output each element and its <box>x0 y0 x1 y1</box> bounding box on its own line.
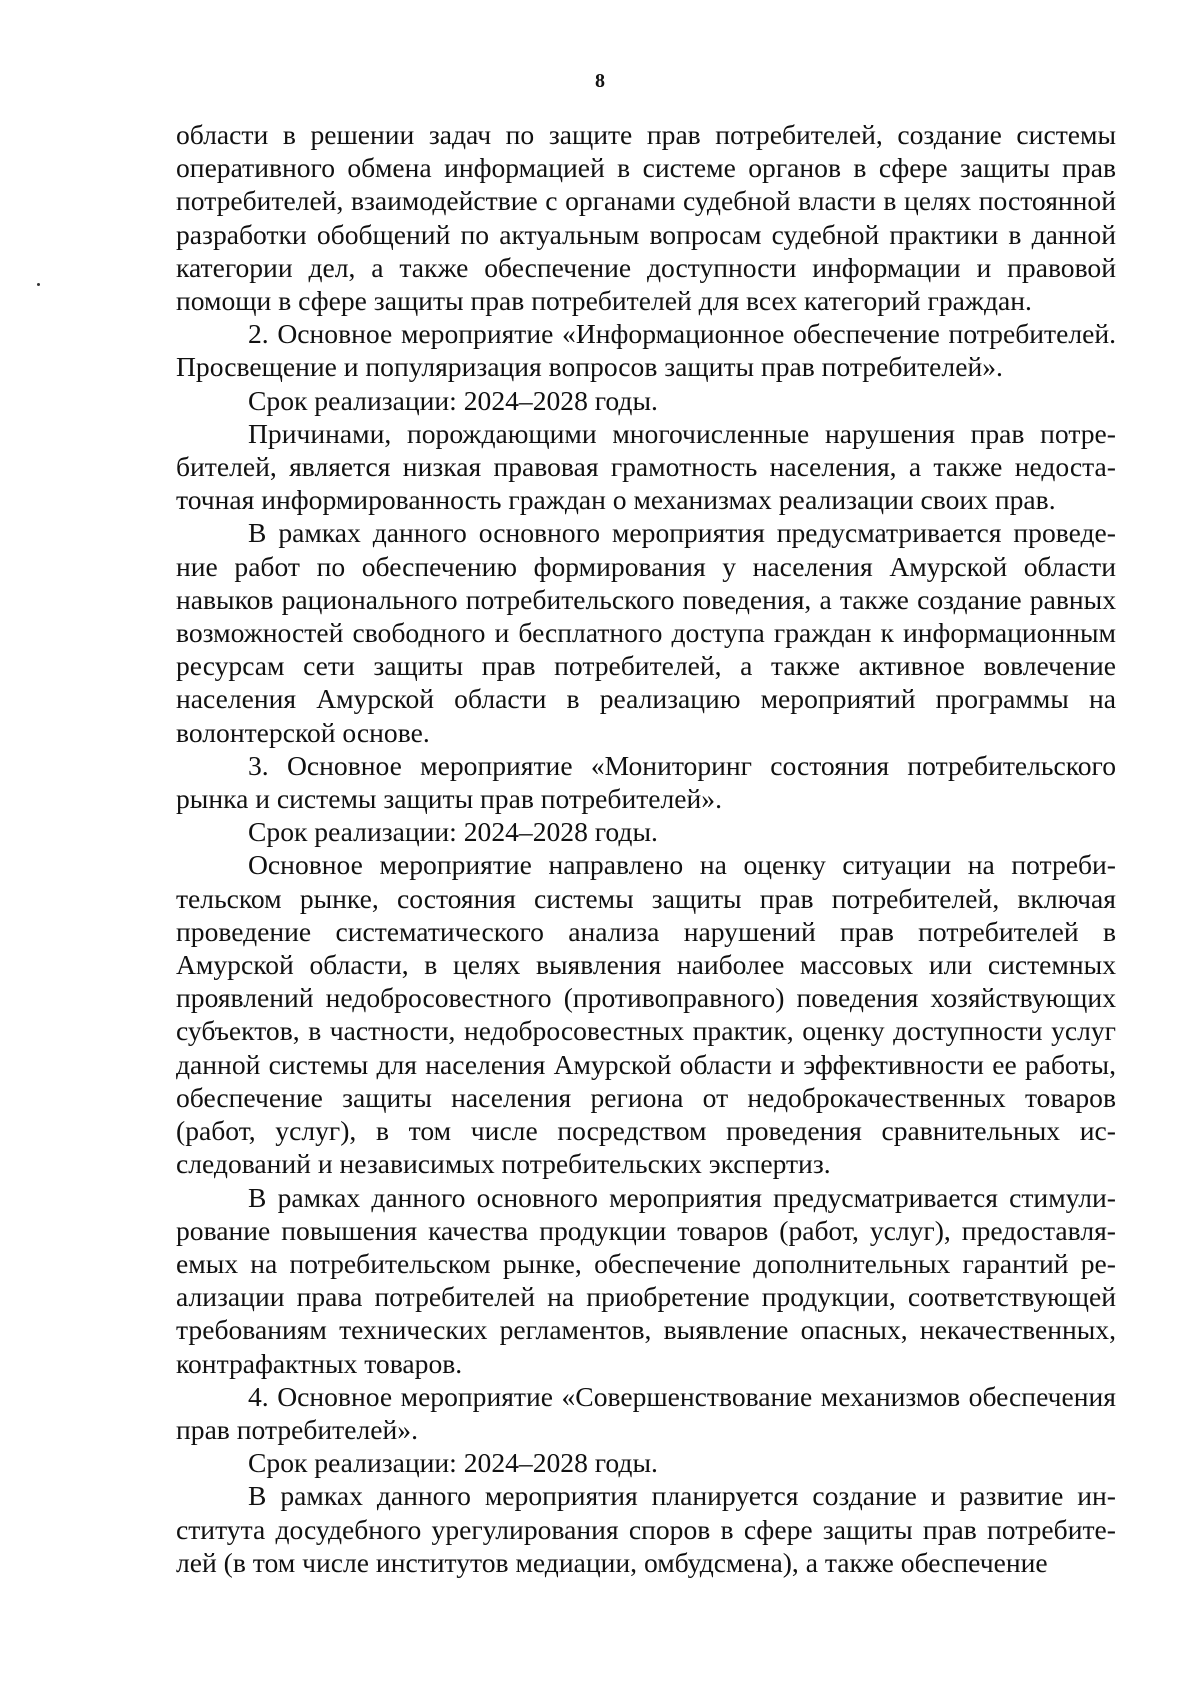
paragraph-3-scope: В рамках данного основного мероприятия предусматривается стимулирование повышения качества продукции товаров (работ, услуг), предоставляемых на потребительском рынке, обеспечение дополнительных гарантий реализации права потребителей на приобретение продукции, соответствующей требованиям технических регламентов, выявление опасных, некачественных, контрафактных товаров. <box>176 1181 1116 1379</box>
paragraph-3-goal: Основное мероприятие направлено на оценку ситуации на потребительском рынке, состояния системы защиты прав потребителей, включая проведение систематического анализа нарушений прав потребителей в Амурской области, в целях выявления наиболее массовых или системных проявлений недобросовестного (противоправного) поведения хозяйствующих субъектов, в частности, недобросовестных практик, оценку доступности услуг данной системы для населения Амурской области и эффективности ее работы, обеспечение защиты населения региона от недоброкачественных товаров (работ, услуг), в том числе посредством проведения сравнительных исследований и независимых потребительских экспертиз. <box>176 849 1116 1180</box>
paragraph-4-scope: В рамках данного мероприятия планируется создание и развитие института досудебного урегулирования споров в сфере защиты прав потребителей (в том числе институтов медиации, омбудсмена), а также обеспечение <box>176 1480 1116 1578</box>
paragraph-2-scope: В рамках данного основного мероприятия предусматривается проведение работ по обеспечению формирования у населения Амурской области навыков рационального потребительского поведения, а также создание равных возможностей свободного и бесплатного доступа граждан к информационным ресурсам сети защиты прав потребителей, а также активное вовлечение населения Амурской области в реализацию мероприятий программы на волонтерской основе. <box>176 517 1116 748</box>
paragraph-2-causes: Причинами, порождающими многочисленные нарушения прав потребителей, является низкая правовая грамотность населения, а также недостаточная информированность граждан о механизмах реализации своих прав. <box>176 417 1116 516</box>
paragraph-4-heading: 4. Основное мероприятие «Совершенствование механизмов обеспечения прав потребителей». <box>176 1380 1116 1445</box>
paragraph-2-heading: 2. Основное мероприятие «Информационное обеспечение потребителей. Просвещение и популяризация вопросов защиты прав потребителей». <box>176 318 1116 383</box>
page-number: 8 <box>595 70 605 92</box>
paragraph-2-term: Срок реализации: 2024–2028 годы. <box>248 384 658 416</box>
paragraph-1: области в решении задач по защите прав потребителей, создание системы оперативного обмена информацией в системе органов в сфере защиты прав потребителей, взаимодействие с органами судебной власти в целях постоянной разработки обобщений по актуальным вопросам судебной практики в данной категории дел, а также обеспечение доступности информации и правовой помощи в сфере защиты прав потребителей для всех категорий граждан. <box>176 119 1116 317</box>
paragraph-3-term: Срок реализации: 2024–2028 годы. <box>248 816 658 848</box>
paragraph-4-term: Срок реализации: 2024–2028 годы. <box>248 1447 658 1479</box>
scan-speck <box>37 283 40 286</box>
paragraph-3-heading: 3. Основное мероприятие «Мониторинг состояния потребительского рынка и системы защиты прав потребителей». <box>176 749 1116 815</box>
document-body <box>176 118 1116 1579</box>
